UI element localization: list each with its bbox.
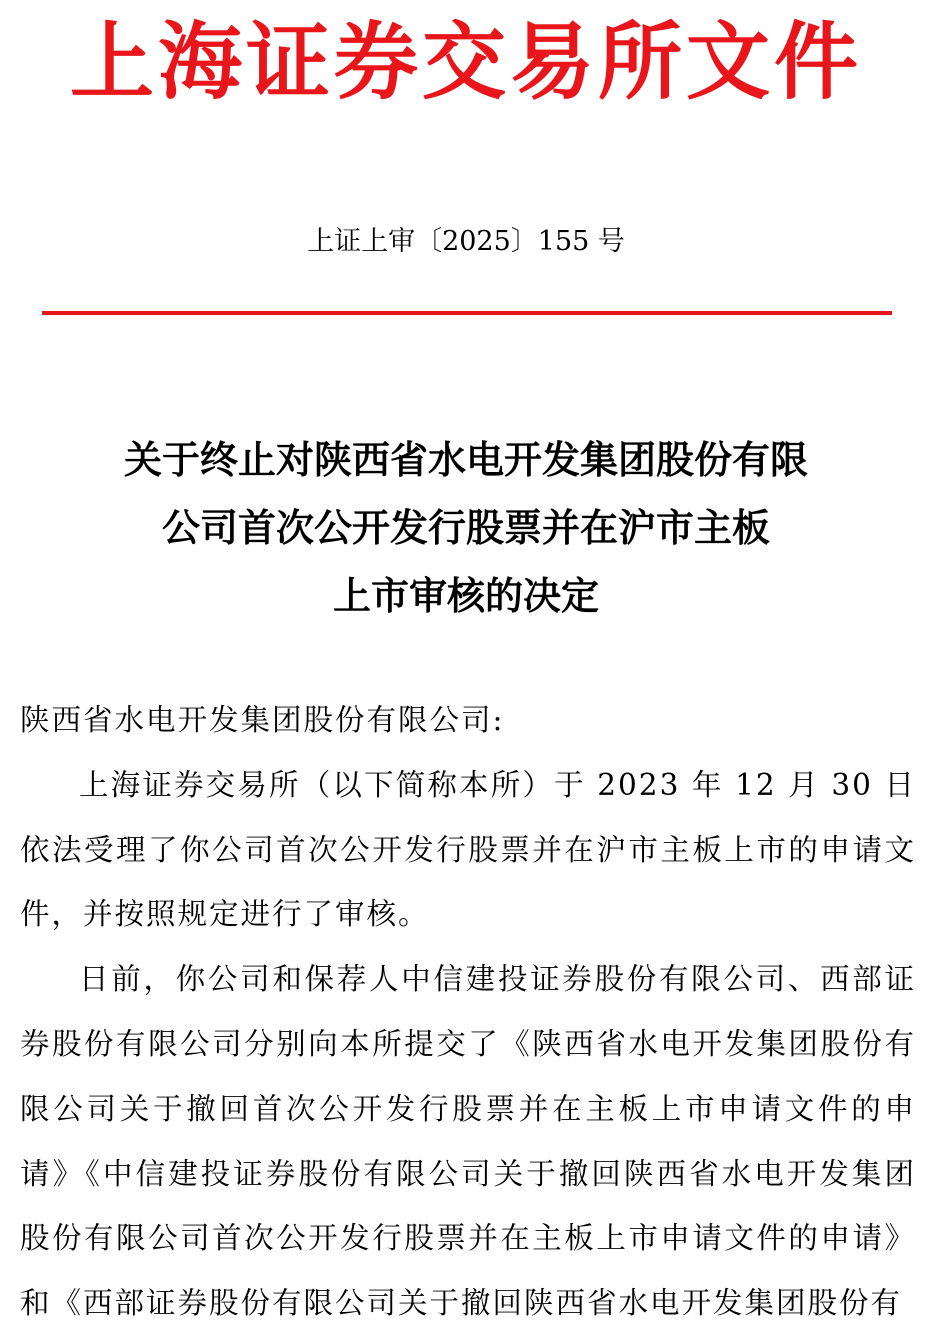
document-body [20, 688, 916, 1336]
document-title [0, 426, 932, 630]
body-paragraph: 日前，你公司和保荐人中信建投证券股份有限公司、西部证券股份有限公司分别向本所提交了《陕西省水电开发集团股份有限公司关于撤回首次公开发行股票并在主板上市申请文件的申请》《中信建投证券股份有限公司关于撤回陕西省水电开发集团股份有限公司首次公开发行股票并在主板上市申请文件的申请》和《西部证券股份有限公司关于撤回陕西省水电开发集团股份有 [20, 962, 916, 1321]
title-line: 关于终止对陕西省水电开发集团股份有限 [123, 437, 808, 482]
addressee: 陕西省水电开发集团股份有限公司: [20, 703, 505, 737]
masthead-title: 上海证券交易所文件 [69, 12, 862, 111]
title-line: 公司首次公开发行股票并在沪市主板 [161, 505, 770, 550]
title-line: 上市审核的决定 [332, 573, 599, 618]
red-divider-line [42, 311, 892, 315]
body-paragraph: 上海证券交易所（以下简称本所）于 2023 年 12 月 30 日依法受理了你公司首次公开发行股票并在沪市主板上市的申请文件，并按照规定进行了审核。 [20, 767, 916, 932]
document-number: 上证上审〔2025〕155 号 [307, 226, 625, 257]
